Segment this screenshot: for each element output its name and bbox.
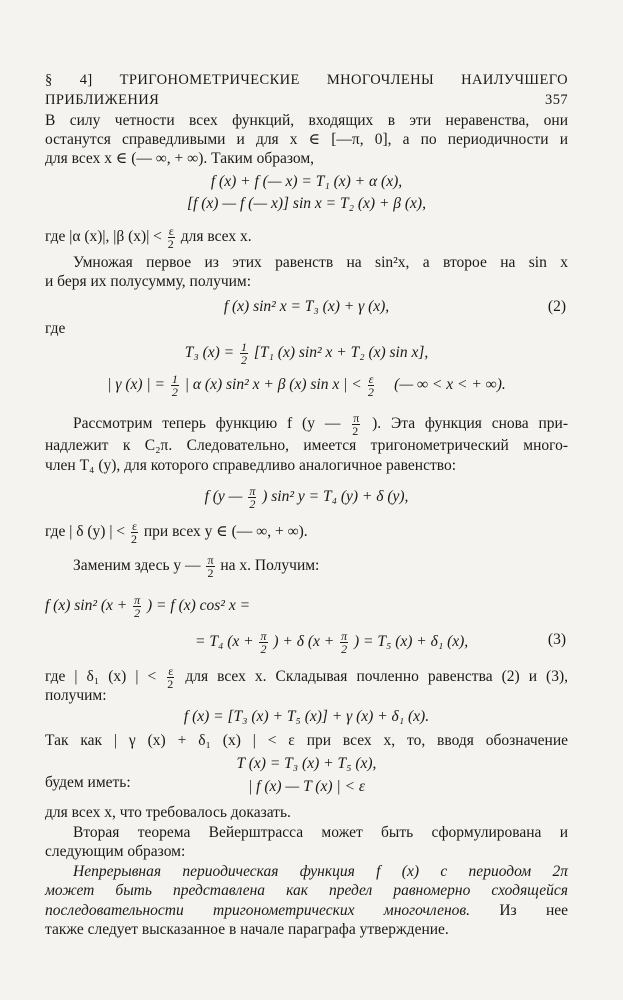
text-line: где |α (x)|, |β (x)| < $\frac{\varepsilon}{2}$ для всех x.	[45, 224, 252, 251]
theorem-text: Непрерывная периодическая функция f (x) с периодом 2π	[73, 863, 568, 880]
equation: T (x) = T₃ (x) + T₅ (x),	[236, 755, 377, 772]
equation: [f (x) — f (— x)] sin x = T₂ (x) + β (x),	[187, 195, 426, 212]
page-number: 357	[545, 92, 568, 108]
equation: | γ (x) | = $\frac{1}{2}$ | α (x) sin² x + β (x) sin x | < $\frac{\varepsilon}{2}$ (— ∞ < x < + ∞).	[107, 372, 506, 399]
equation-number: (3)	[547, 631, 566, 648]
text-line: Вторая теорема Вейерштрасса может быть сформулирована и	[73, 824, 568, 841]
text-line: Умножая первое из этих равенств на sin²x, а второе на sin x	[73, 254, 568, 271]
equation-2: f (x) sin² x = T₃ (x) + γ (x),	[223, 298, 390, 315]
text-line: следующим образом:	[45, 843, 186, 860]
equation: T₃ (x) = $\frac{1}{2}$ [T₁ (x) sin² x + T₂ (x) sin x],	[184, 340, 429, 367]
text-line: где | δ₁ (x) | < $\frac{\varepsilon}{2}$ для всех x. Складывая почленно равенства (2) и (3),	[45, 664, 568, 691]
equation-number: (2)	[547, 298, 566, 315]
theorem-text: последовательности тригонометрических многочленов. Из нее	[45, 902, 568, 919]
text-line: и беря их полусумму, получим:	[45, 273, 252, 290]
text-line: для всех x ∈ (— ∞, + ∞). Таким образом,	[45, 150, 315, 167]
text-line: также следует высказанное в начале параграфа утверждение.	[45, 921, 449, 938]
text-line: будем иметь:	[45, 774, 131, 791]
equation: f (y — $\frac{\pi}{2}$ ) sin² y = T₄ (y) + δ (y),	[204, 484, 409, 511]
text-line: Рассмотрим теперь функцию f (y — $\frac{\pi}{2}$ ). Эта функция снова при-	[73, 411, 569, 438]
text-line: Так как | γ (x) + δ₁ (x) | < ε при всех x, то, вводя обозначение	[45, 732, 568, 749]
text-line: надлежит к C₂π. Следовательно, имеется тригонометрический много-	[45, 437, 568, 454]
header-title: ТРИГОНОМЕТРИЧЕСКИЕ МНОГОЧЛЕНЫ НАИЛУЧШЕГО ПРИБЛИЖЕНИЯ	[45, 72, 568, 108]
running-header	[45, 70, 568, 110]
section-number: § 4]	[45, 72, 93, 88]
text-line: В силу четности всех функций, входящих в эти неравенства, они	[45, 112, 568, 129]
text-line: член T₄ (y), для которого справедливо аналогичное равенство:	[45, 457, 457, 474]
equation-3-line-2: = T₄ (x + $\frac{\pi}{2}$ ) + δ (x + $\frac{\pi}{2}$ ) = T₅ (x) + δ₁ (x),	[195, 629, 469, 656]
text-line: получим:	[45, 687, 107, 704]
text-line: Заменим здесь y — $\frac{\pi}{2}$ на x. Получим:	[73, 553, 320, 580]
text-line: где	[45, 320, 66, 337]
theorem-text: может быть представлена как предел равномерно сходящейся	[45, 882, 568, 899]
text-line: где | δ (y) | < $\frac{\varepsilon}{2}$ при всех y ∈ (— ∞, + ∞).	[45, 519, 308, 546]
equation: | f (x) — T (x) | < ε	[248, 778, 365, 795]
text-line: для всех x, что требовалось доказать.	[45, 804, 291, 821]
equation: f (x) + f (— x) = T₁ (x) + α (x),	[210, 173, 403, 190]
equation: f (x) = [T₃ (x) + T₅ (x)] + γ (x) + δ₁ (x).	[183, 708, 430, 725]
equation-3-line-1: f (x) sin² (x + $\frac{\pi}{2}$ ) = f (x) cos² x =	[45, 593, 251, 620]
text-line: останутся справедливыми и для x ∈ [—π, 0], а по периодичности и	[45, 131, 568, 148]
